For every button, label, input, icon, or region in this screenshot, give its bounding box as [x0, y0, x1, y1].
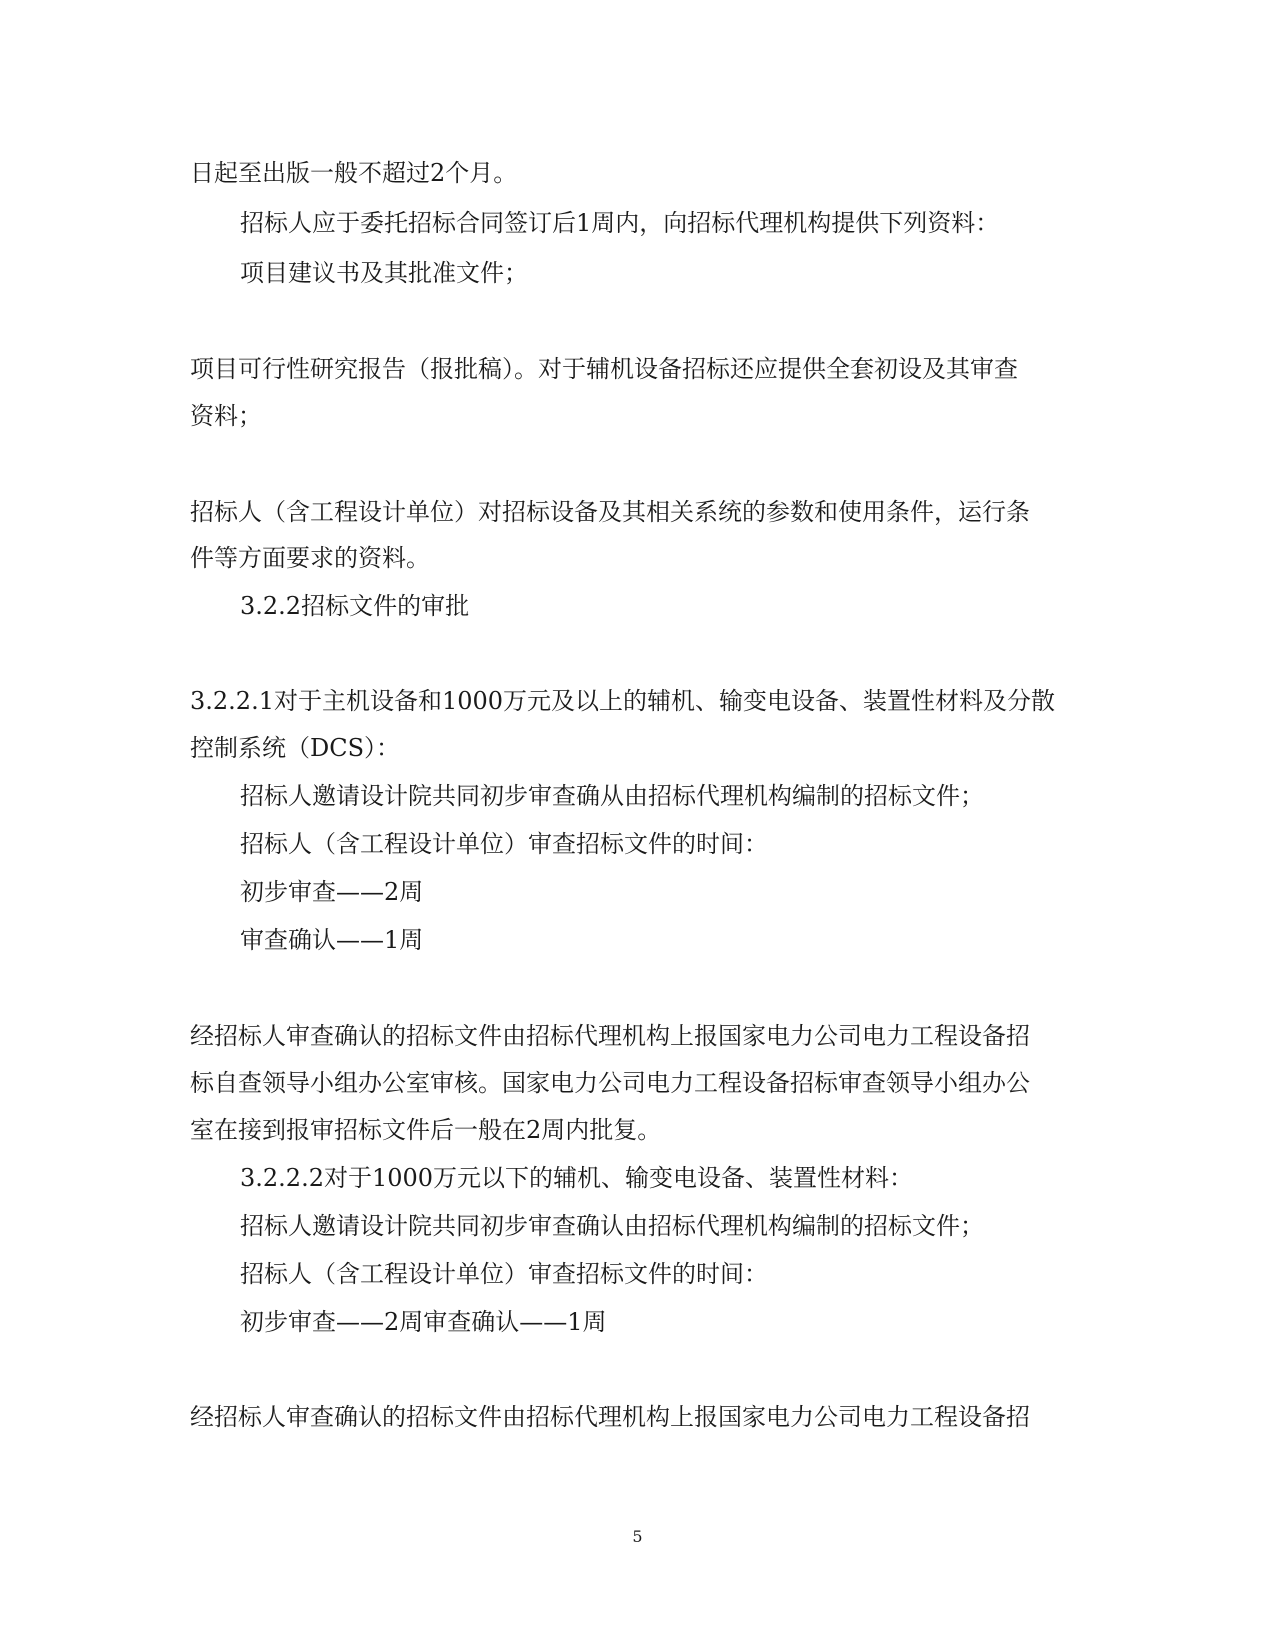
paragraph-line-12: 招标人（含工程设计单位）审查招标文件的时间： — [240, 830, 768, 858]
paragraph-line-14: 审查确认——1周 — [240, 926, 424, 954]
section-heading-3-2-2: 3.2.2招标文件的审批 — [240, 592, 470, 620]
page-number: 5 — [632, 1527, 643, 1546]
paragraph-line-11: 招标人邀请设计院共同初步审查确从由招标代理机构编制的招标文件； — [240, 782, 984, 810]
paragraph-line-22: 经招标人审查确认的招标文件由招标代理机构上报国家电力公司电力工程设备招 — [190, 1403, 1030, 1431]
paragraph-line-10: 控制系统（DCS）： — [190, 734, 401, 762]
paragraph-line-6: 招标人（含工程设计单位）对招标设备及其相关系统的参数和使用条件，运行条 — [190, 498, 1030, 526]
paragraph-line-5: 资料； — [190, 402, 262, 430]
paragraph-line-13: 初步审查——2周 — [240, 878, 424, 906]
paragraph-line-1: 日起至出版一般不超过2个月。 — [190, 159, 518, 187]
paragraph-line-18: 3.2.2.2对于1000万元以下的辅机、输变电设备、装置性材料： — [240, 1164, 914, 1192]
paragraph-line-4: 项目可行性研究报告（报批稿）。对于辅机设备招标还应提供全套初设及其审查 — [190, 355, 1018, 383]
paragraph-line-17: 室在接到报审招标文件后一般在2周内批复。 — [190, 1116, 662, 1144]
paragraph-line-9: 3.2.2.1对于主机设备和1000万元及以上的辅机、输变电设备、装置性材料及分散 — [190, 687, 1056, 715]
paragraph-line-19: 招标人邀请设计院共同初步审查确认由招标代理机构编制的招标文件； — [240, 1212, 984, 1240]
paragraph-line-20: 招标人（含工程设计单位）审查招标文件的时间： — [240, 1260, 768, 1288]
paragraph-line-21: 初步审查——2周审查确认——1周 — [240, 1308, 607, 1336]
paragraph-line-3: 项目建议书及其批准文件； — [240, 259, 528, 287]
paragraph-line-2: 招标人应于委托招标合同签订后1周内，向招标代理机构提供下列资料： — [240, 209, 1000, 237]
paragraph-line-15: 经招标人审查确认的招标文件由招标代理机构上报国家电力公司电力工程设备招 — [190, 1022, 1030, 1050]
paragraph-line-7: 件等方面要求的资料。 — [190, 544, 430, 572]
paragraph-line-16: 标自查领导小组办公室审核。国家电力公司电力工程设备招标审查领导小组办公 — [190, 1069, 1030, 1097]
